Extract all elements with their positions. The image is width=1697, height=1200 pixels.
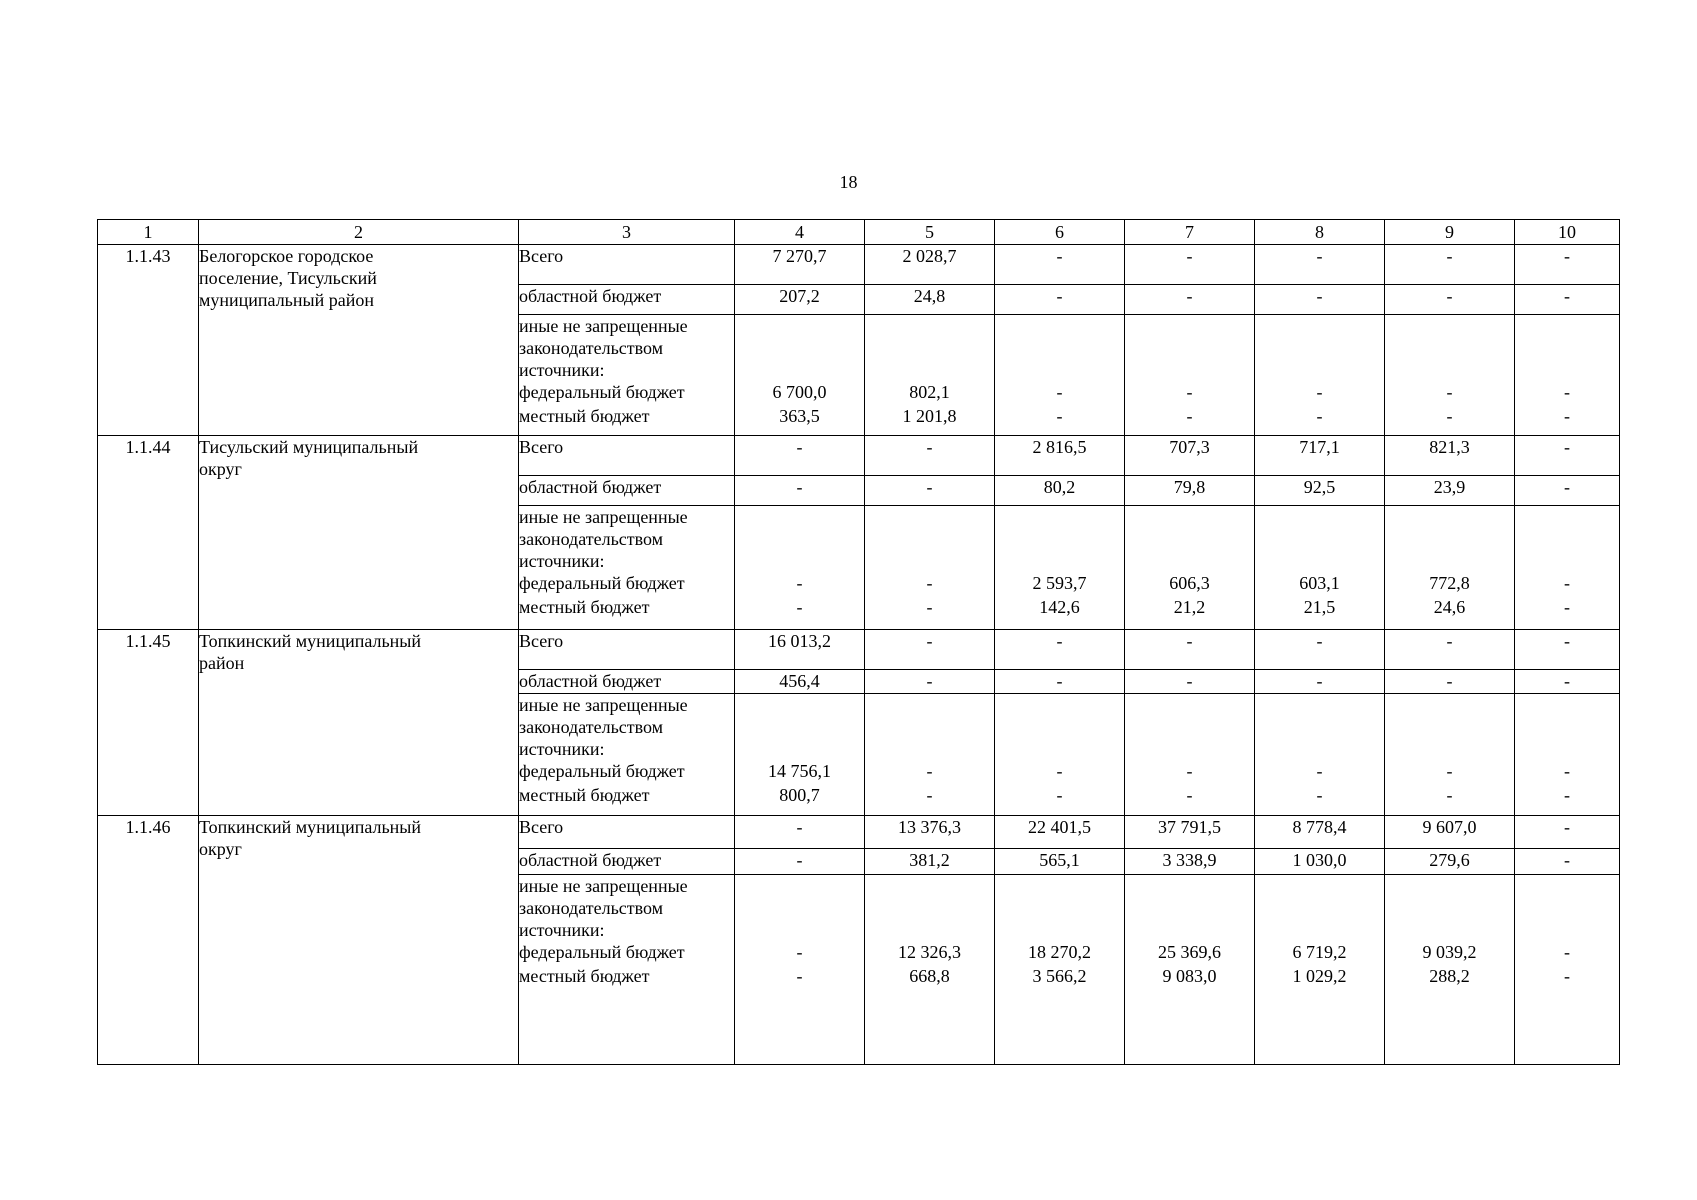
value-local: - <box>1056 785 1063 805</box>
value-total: 8 778,4 <box>1255 816 1385 849</box>
value-local: 24,6 <box>1433 597 1466 617</box>
label-local: местный бюджет <box>519 785 650 805</box>
value-total: 717,1 <box>1255 436 1385 476</box>
value-total: - <box>735 816 865 849</box>
value-local: - <box>1186 406 1193 426</box>
value-regional: 92,5 <box>1255 476 1385 506</box>
value-regional: - <box>1515 670 1620 694</box>
value-cell-other <box>1515 875 1620 1065</box>
value-federal: - <box>1564 942 1570 962</box>
table-row-total <box>98 816 1620 849</box>
label-regional: областной бюджет <box>519 670 735 694</box>
value-cell-other <box>995 506 1125 630</box>
row-name-line: поселение, Тисульский <box>199 268 377 288</box>
value-local: - <box>1564 597 1570 617</box>
column-header: 8 <box>1255 220 1385 245</box>
value-federal: - <box>1316 761 1323 781</box>
table-body <box>98 220 1620 1065</box>
row-name-line: муниципальный район <box>199 290 375 310</box>
value-local: - <box>796 966 803 986</box>
value-cell-other <box>1385 875 1515 1065</box>
value-total: - <box>865 630 995 670</box>
row-name <box>199 436 519 630</box>
row-name <box>199 245 519 436</box>
value-local: 363,5 <box>779 406 820 426</box>
value-regional: 79,8 <box>1125 476 1255 506</box>
value-federal: - <box>1316 382 1323 402</box>
value-cell-other <box>865 506 995 630</box>
value-total: 7 270,7 <box>735 245 865 285</box>
label-regional: областной бюджет <box>519 849 735 875</box>
value-regional: 456,4 <box>735 670 865 694</box>
value-regional: 1 030,0 <box>1255 849 1385 875</box>
value-regional: 279,6 <box>1385 849 1515 875</box>
value-local: 800,7 <box>779 785 820 805</box>
value-federal: 9 039,2 <box>1422 942 1477 962</box>
label-other-sources <box>519 506 735 630</box>
row-name-line: Тисульский муниципальный <box>199 437 419 457</box>
value-federal: 12 326,3 <box>898 942 961 962</box>
value-federal: - <box>1564 761 1570 781</box>
value-federal: - <box>1056 761 1063 781</box>
value-federal: 6 719,2 <box>1292 942 1347 962</box>
value-local: 1 201,8 <box>902 406 957 426</box>
value-federal: 6 700,0 <box>772 382 827 402</box>
value-federal: 603,1 <box>1299 573 1340 593</box>
label-regional: областной бюджет <box>519 285 735 315</box>
value-federal: - <box>926 573 933 593</box>
value-total: - <box>735 436 865 476</box>
row-name <box>199 816 519 1065</box>
value-cell-other <box>1515 694 1620 816</box>
value-local: - <box>1186 785 1193 805</box>
value-cell-other <box>1385 506 1515 630</box>
page-number: 18 <box>839 172 858 192</box>
label-other-line: иные не запрещенные <box>519 316 688 336</box>
value-federal: - <box>1186 382 1193 402</box>
column-header: 7 <box>1125 220 1255 245</box>
row-name-line: округ <box>199 839 242 859</box>
value-regional: 381,2 <box>865 849 995 875</box>
value-regional: - <box>865 476 995 506</box>
value-regional: - <box>1125 670 1255 694</box>
label-other-line: законодательством <box>519 338 664 358</box>
value-regional: 23,9 <box>1385 476 1515 506</box>
value-federal: - <box>796 942 803 962</box>
value-local: 3 566,2 <box>1032 966 1087 986</box>
value-cell-other <box>735 875 865 1065</box>
value-local: 21,2 <box>1173 597 1206 617</box>
value-federal: 2 593,7 <box>1032 573 1087 593</box>
value-regional: - <box>1255 285 1385 315</box>
value-total: 22 401,5 <box>995 816 1125 849</box>
label-federal: федеральный бюджет <box>519 382 685 402</box>
row-name-line: Топкинский муниципальный <box>199 631 422 651</box>
column-header: 10 <box>1515 220 1620 245</box>
row-name-line: район <box>199 653 245 673</box>
label-local: местный бюджет <box>519 406 650 426</box>
value-local: - <box>1564 966 1570 986</box>
value-cell-other <box>995 694 1125 816</box>
value-total: 707,3 <box>1125 436 1255 476</box>
value-local: 9 083,0 <box>1162 966 1217 986</box>
value-local: - <box>1446 406 1453 426</box>
value-local: 142,6 <box>1039 597 1080 617</box>
value-federal: - <box>1186 761 1193 781</box>
column-header: 2 <box>199 220 519 245</box>
value-federal: - <box>796 573 803 593</box>
label-other-line: иные не запрещенные <box>519 507 688 527</box>
value-total: 13 376,3 <box>865 816 995 849</box>
column-header: 6 <box>995 220 1125 245</box>
label-other-sources <box>519 315 735 436</box>
label-other-line: законодательством <box>519 529 664 549</box>
value-federal: - <box>1446 382 1453 402</box>
value-cell-other <box>1125 506 1255 630</box>
row-name-line: округ <box>199 459 242 479</box>
column-header: 9 <box>1385 220 1515 245</box>
value-cell-other <box>1385 694 1515 816</box>
value-federal: - <box>926 761 933 781</box>
value-total: 821,3 <box>1385 436 1515 476</box>
column-header: 5 <box>865 220 995 245</box>
value-regional: - <box>995 285 1125 315</box>
value-cell-other <box>1385 315 1515 436</box>
value-local: 288,2 <box>1429 966 1470 986</box>
value-regional: - <box>995 670 1125 694</box>
label-federal: федеральный бюджет <box>519 573 685 593</box>
value-total: - <box>1515 630 1620 670</box>
value-local: - <box>1316 406 1323 426</box>
value-federal: 606,3 <box>1169 573 1210 593</box>
value-local: 668,8 <box>909 966 950 986</box>
label-other-line: иные не запрещенные <box>519 876 688 896</box>
value-total: 16 013,2 <box>735 630 865 670</box>
value-federal: 25 369,6 <box>1158 942 1221 962</box>
value-total: - <box>995 630 1125 670</box>
row-code: 1.1.43 <box>98 245 199 436</box>
label-other-line: иные не запрещенные <box>519 695 688 715</box>
value-cell-other <box>1255 506 1385 630</box>
budget-table <box>97 219 1620 1065</box>
value-cell-other <box>735 506 865 630</box>
column-header: 1 <box>98 220 199 245</box>
value-total: 9 607,0 <box>1385 816 1515 849</box>
value-cell-other <box>1515 315 1620 436</box>
label-other-line: законодательством <box>519 717 664 737</box>
value-regional: 24,8 <box>865 285 995 315</box>
value-local: 1 029,2 <box>1292 966 1347 986</box>
label-local: местный бюджет <box>519 966 650 986</box>
value-cell-other <box>1255 694 1385 816</box>
value-cell-other <box>865 694 995 816</box>
label-federal: федеральный бюджет <box>519 942 685 962</box>
value-regional: - <box>1385 670 1515 694</box>
value-total: - <box>1515 436 1620 476</box>
label-federal: федеральный бюджет <box>519 761 685 781</box>
value-federal: - <box>1446 761 1453 781</box>
label-other-line: источники: <box>519 739 605 759</box>
value-regional: - <box>735 849 865 875</box>
value-regional: - <box>1515 285 1620 315</box>
row-name <box>199 630 519 816</box>
value-cell-other <box>865 875 995 1065</box>
row-code: 1.1.45 <box>98 630 199 816</box>
value-total: - <box>1255 630 1385 670</box>
value-regional: - <box>1385 285 1515 315</box>
value-federal: 772,8 <box>1429 573 1470 593</box>
value-federal: - <box>1564 573 1570 593</box>
value-federal: - <box>1056 382 1063 402</box>
value-cell-other <box>1515 506 1620 630</box>
label-other-line: законодательством <box>519 898 664 918</box>
value-total: - <box>1515 245 1620 285</box>
value-federal: 14 756,1 <box>768 761 831 781</box>
value-regional: - <box>1125 285 1255 315</box>
value-total: - <box>1515 816 1620 849</box>
table-header-row <box>98 220 1620 245</box>
value-local: - <box>1316 785 1323 805</box>
value-regional: - <box>1515 476 1620 506</box>
value-local: - <box>1564 785 1570 805</box>
value-federal: 802,1 <box>909 382 950 402</box>
value-cell-other <box>995 875 1125 1065</box>
label-other-sources <box>519 875 735 1065</box>
table-row-total <box>98 436 1620 476</box>
row-code: 1.1.46 <box>98 816 199 1065</box>
value-cell-other <box>1255 315 1385 436</box>
value-cell-other <box>1255 875 1385 1065</box>
value-cell-other <box>1125 694 1255 816</box>
value-local: - <box>926 785 933 805</box>
label-total: Всего <box>519 816 735 849</box>
value-local: - <box>926 597 933 617</box>
value-cell-other <box>735 315 865 436</box>
value-total: - <box>1125 245 1255 285</box>
value-total: - <box>1125 630 1255 670</box>
value-cell-other <box>865 315 995 436</box>
value-cell-other <box>1125 315 1255 436</box>
table-row-total <box>98 630 1620 670</box>
value-local: - <box>796 597 803 617</box>
value-regional: - <box>735 476 865 506</box>
label-other-line: источники: <box>519 360 605 380</box>
value-total: 37 791,5 <box>1125 816 1255 849</box>
value-cell-other <box>995 315 1125 436</box>
label-total: Всего <box>519 630 735 670</box>
value-local: - <box>1056 406 1063 426</box>
value-regional: 80,2 <box>995 476 1125 506</box>
value-local: - <box>1446 785 1453 805</box>
label-regional: областной бюджет <box>519 476 735 506</box>
value-total: 2 028,7 <box>865 245 995 285</box>
value-total: 2 816,5 <box>995 436 1125 476</box>
row-name-line: Топкинский муниципальный <box>199 817 422 837</box>
label-other-line: источники: <box>519 920 605 940</box>
row-name-line: Белогорское городское <box>199 246 374 266</box>
row-code: 1.1.44 <box>98 436 199 630</box>
value-total: - <box>995 245 1125 285</box>
value-regional: - <box>1515 849 1620 875</box>
value-cell-other <box>1125 875 1255 1065</box>
value-total: - <box>1385 630 1515 670</box>
value-federal: - <box>1564 382 1570 402</box>
value-total: - <box>1385 245 1515 285</box>
value-federal: 18 270,2 <box>1028 942 1091 962</box>
value-regional: 207,2 <box>735 285 865 315</box>
label-total: Всего <box>519 245 735 285</box>
label-local: местный бюджет <box>519 597 650 617</box>
value-regional: 3 338,9 <box>1125 849 1255 875</box>
value-total: - <box>1255 245 1385 285</box>
value-local: - <box>1564 406 1570 426</box>
table-row-total <box>98 245 1620 285</box>
value-local: 21,5 <box>1303 597 1336 617</box>
column-header: 4 <box>735 220 865 245</box>
value-total: - <box>865 436 995 476</box>
value-cell-other <box>735 694 865 816</box>
column-header: 3 <box>519 220 735 245</box>
label-other-sources <box>519 694 735 816</box>
value-regional: - <box>1255 670 1385 694</box>
value-regional: - <box>865 670 995 694</box>
value-regional: 565,1 <box>995 849 1125 875</box>
label-total: Всего <box>519 436 735 476</box>
label-other-line: источники: <box>519 551 605 571</box>
